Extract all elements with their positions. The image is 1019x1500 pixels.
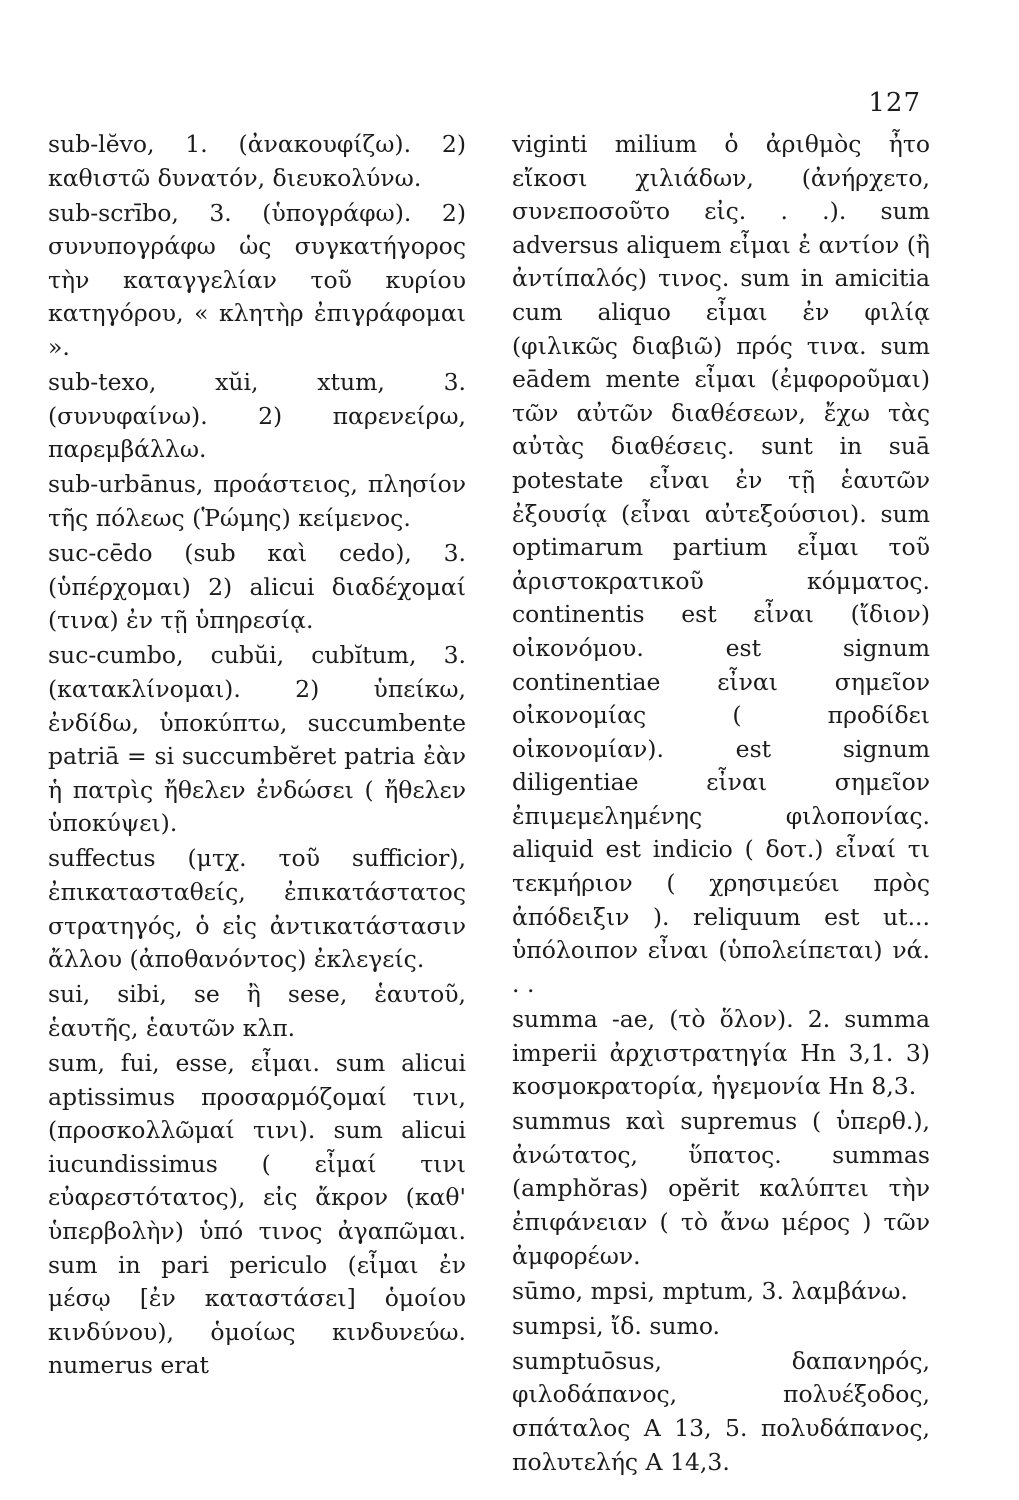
entry-text: viginti milium ὁ ἀριθμὸς ἦτο εἴκοσι χιλιάδων, (ἀνήρχετο, συνεποσοῦτο εἰς. . .). sum adversus aliquem εἶμαι ἐ αντίον (ἢ ἀντίπαλός) τινος. sum in amicitia cum aliquo εἶμαι ἐν φιλίᾳ (φιλικῶς διαβιῶ) πρός τινα. sum eādem mente εἶμαι (ἐμφοροῦμαι) τῶν αὐτῶν διαθέσεων, ἔχω τὰς αὐτὰς διαθέσεις. sunt in suā potestate εἶναι ἐν τῇ ἑαυτῶν ἐξουσίᾳ (εἶναι αὐτεξούσιοι). sum optimarum partium εἶμαι τοῦ ἀριστοκρατικοῦ κόμματος. continentis est εἶναι (ἴδιον) οἰκονόμου. est signum continentiae εἶναι σημεῖον οἰκονομίας ( προδίδει οἰκονομίαν). est signum diligentiae εἶναι σημεῖον ἐπιμεμελημένης φιλοπονίας. aliquid est indicio ( δοτ.) εἶναί τι τεκμήριον ( χρησιμεύει πρὸς ἀπόδειξιν ). reliquum est ut... ὑπόλοιπον εἶναι (ὑπολείπεται) νά. . .: [512, 130, 930, 998]
dictionary-entry: [512, 1345, 930, 1479]
entry-text: sum, fui, esse, εἶμαι. sum alicui aptissimus προσαρμόζομαί τινι, (προσκολλῶμαί τινι). sum alicui iucundissimus ( εἶμαί τινι εὐαρεστότατος), εἰς ἄκρον (καθ' ὑπερβολὴν) ὑπό τινος ἀγαπῶμαι. sum in pari periculo (εἶμαι ἐν μέσῳ [ἐν καταστάσει] ὁμοίου κινδύνου), ὁμοίως κινδυνεύω. numerus erat: [48, 1049, 466, 1380]
entry-text: sub-scrībo, 3. (ὑπογράφω). 2) συνυπογράφω ὡς συγκατήγορος τὴν καταγγελίαν τοῦ κυρίου κατηγόρου, « κλητὴρ ἐπιγράφομαι ».: [48, 198, 466, 362]
entry-text: sūmo, mpsi, mptum, 3. λαμβάνω.: [512, 1276, 908, 1305]
entry-text: suc-cumbo, cubŭi, cubĭtum, 3. (κατακλίνομαι). 2) ὑπείκω, ἐνδίδω, ὑποκύπτω, succumbente patriā = si succumbĕret patria ἐὰν ἡ πατρὶς ἤθελεν ἐνδώσει ( ἤθελεν ὑποκύψει).: [48, 641, 466, 838]
dictionary-entry: [512, 1275, 930, 1309]
dictionary-entry: [48, 639, 466, 841]
entry-text: sub-lĕvo, 1. (ἀνακουφίζω). 2) καθιστῶ δυνατόν, διευκολύνω.: [48, 130, 466, 192]
left-column: [48, 128, 466, 1384]
dictionary-entry: [48, 978, 466, 1045]
dictionary-entry: [512, 1105, 930, 1273]
dictionary-entry: [512, 1310, 930, 1344]
entry-text: summus καὶ supremus ( ὑπερθ.), ἀνώτατος, ὕπατος. summas (amphŏras) opĕrit καλύπτει τὴν ἐπιφάνειαν ( τὸ ἄνω μέρος ) τῶν ἀμφορέων.: [512, 1107, 930, 1270]
dictionary-entry: [512, 1003, 930, 1104]
entry-text: sumpsi, ἴδ. sumo.: [512, 1311, 721, 1340]
page-number: 127: [868, 88, 921, 118]
entry-text: suc-cēdo (sub καὶ cedo), 3. (ὑπέρχομαι) 2) alicui διαδέχομαί (τινα) ἐν τῇ ὑπηρεσίᾳ.: [48, 539, 466, 635]
entry-text: summa -ae, (τὸ ὅλον). 2. summa imperii ἀρχιστρατηγία Hn 3,1. 3) κοσμοκρατορία, ἡγεμονία Hn 8,3.: [512, 1004, 930, 1101]
entry-text: sui, sibi, se ἢ sese, ἑαυτοῦ, ἑαυτῆς, ἑαυτῶν κλπ.: [48, 980, 466, 1042]
right-column: [512, 128, 930, 1481]
entry-text: sub-texo, xŭi, xtum, 3. (συνυφαίνω). 2) παρενείρω, παρεμβάλλω.: [48, 368, 466, 464]
dictionary-entry: [48, 537, 466, 638]
dictionary-entry: [48, 197, 466, 365]
dictionary-entry: [48, 468, 466, 535]
dictionary-entry: [512, 128, 930, 1001]
dictionary-entry: [48, 1047, 466, 1383]
dictionary-entry: [48, 128, 466, 195]
dictionary-entry: [48, 366, 466, 467]
entry-text: sumptuōsus, δαπανηρός, φιλοδάπανος, πολυέξοδος, σπάταλος A 13, 5. πολυδάπανος, πολυτελής A 14,3.: [512, 1346, 930, 1476]
entry-text: sub-urbānus, προάστειος, πλησίον τῆς πόλεως (Ῥώμης) κείμενος.: [48, 470, 466, 533]
entry-text: suffectus (μτχ. τοῦ sufficior), ἐπικατασταθείς, ἐπικατάστατος στρατηγός, ὁ εἰς ἀντικατάστασιν ἄλλου (ἀποθανόντος) ἐκλεγείς.: [48, 844, 466, 974]
dictionary-entry: [48, 842, 466, 976]
